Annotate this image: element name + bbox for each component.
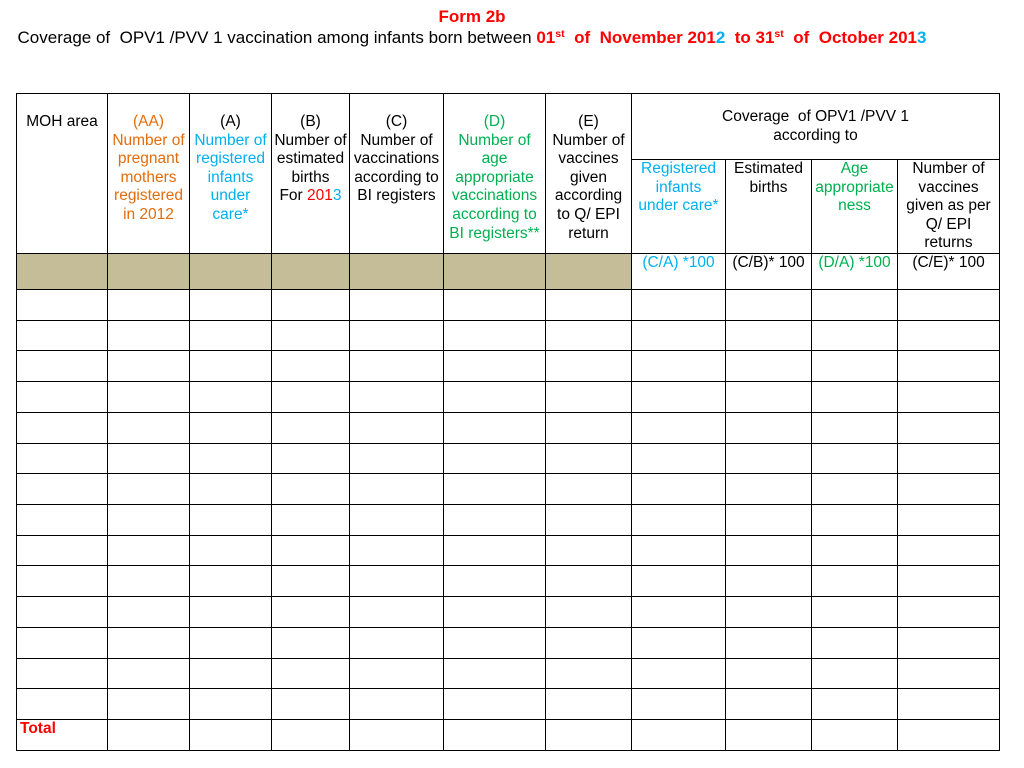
entry-cell	[812, 627, 898, 658]
entry-cell	[546, 566, 632, 597]
entry-cell	[190, 535, 272, 566]
entry-cell	[108, 474, 190, 505]
entry-row	[17, 627, 1000, 658]
entry-cell	[726, 566, 812, 597]
entry-cell	[17, 382, 108, 413]
column-year-digit-b: 3	[332, 187, 342, 205]
entry-cell	[350, 382, 444, 413]
entry-cell	[272, 474, 350, 505]
entry-cell	[190, 505, 272, 536]
subtitle-end-day: to 31	[725, 28, 775, 47]
entry-cell	[546, 412, 632, 443]
formula-age-appropriateness: (D/A) *100	[812, 254, 898, 290]
entry-cell	[272, 597, 350, 628]
entry-cell	[898, 505, 1000, 536]
entry-cell	[108, 290, 190, 321]
entry-cell	[108, 535, 190, 566]
column-label-a: Number of registered infants under care*	[194, 131, 267, 223]
total-cell	[350, 720, 444, 751]
entry-cell	[444, 566, 546, 597]
entry-cell	[190, 566, 272, 597]
entry-cell	[898, 658, 1000, 689]
entry-cell	[812, 382, 898, 413]
column-header-b	[272, 94, 350, 254]
entry-row	[17, 474, 1000, 505]
entry-cell	[898, 597, 1000, 628]
column-label-e: Number of vaccines given according to Q/ EPI return	[552, 131, 625, 242]
entry-cell	[190, 474, 272, 505]
entry-row	[17, 597, 1000, 628]
total-cell	[108, 720, 190, 751]
entry-cell	[444, 689, 546, 720]
entry-cell	[17, 443, 108, 474]
entry-cell	[17, 290, 108, 321]
column-header-c	[350, 94, 444, 254]
entry-cell	[546, 627, 632, 658]
entry-cell	[444, 320, 546, 351]
subtitle-start-ordinal: st	[555, 28, 565, 41]
entry-cell	[190, 320, 272, 351]
entry-cell	[350, 351, 444, 382]
entry-cell	[546, 474, 632, 505]
coverage-group-header	[632, 94, 1000, 160]
entry-row	[17, 320, 1000, 351]
entry-cell	[898, 320, 1000, 351]
entry-cell	[17, 597, 108, 628]
entry-cell	[444, 658, 546, 689]
column-header-aa	[108, 94, 190, 254]
entry-cell	[546, 505, 632, 536]
entry-cell	[812, 443, 898, 474]
entry-cell	[546, 658, 632, 689]
entry-cell	[898, 474, 1000, 505]
entry-cell	[444, 443, 546, 474]
entry-cell	[632, 658, 726, 689]
entry-cell	[17, 320, 108, 351]
entry-cell	[546, 443, 632, 474]
entry-cell	[350, 597, 444, 628]
entry-cell	[272, 320, 350, 351]
entry-cell	[812, 320, 898, 351]
total-cell	[726, 720, 812, 751]
entry-cell	[17, 505, 108, 536]
header-row	[17, 94, 1000, 160]
entry-row	[17, 290, 1000, 321]
total-cell	[444, 720, 546, 751]
entry-cell	[108, 627, 190, 658]
entry-cell	[898, 382, 1000, 413]
entry-cell	[632, 290, 726, 321]
entry-cell	[726, 290, 812, 321]
form-title: Form 2b	[438, 7, 506, 26]
formula-row	[17, 254, 1000, 290]
formula-estimated-births: (C/B)* 100	[726, 254, 812, 290]
entry-cell	[272, 290, 350, 321]
entry-cell	[17, 658, 108, 689]
shaded-cell	[350, 254, 444, 290]
entry-cell	[898, 290, 1000, 321]
shaded-cell	[272, 254, 350, 290]
entry-cell	[444, 505, 546, 536]
column-year-b	[273, 187, 348, 206]
entry-cell	[350, 566, 444, 597]
entry-cell	[17, 627, 108, 658]
coverage-header-age-appropriateness: Age appropriateness	[812, 160, 898, 254]
entry-cell	[546, 689, 632, 720]
column-code-b: (B)	[300, 113, 321, 130]
entry-cell	[726, 689, 812, 720]
subtitle-end-ordinal: st	[774, 28, 784, 41]
entry-row	[17, 505, 1000, 536]
entry-cell	[108, 658, 190, 689]
entry-cell	[108, 382, 190, 413]
subtitle-end-month-year: of October 201	[783, 28, 917, 47]
entry-cell	[272, 505, 350, 536]
total-row	[17, 720, 1000, 751]
coverage-group-line-2: according to	[773, 126, 858, 144]
form-heading	[0, 6, 944, 48]
entry-cell	[444, 412, 546, 443]
entry-cell	[444, 474, 546, 505]
entry-cell	[272, 535, 350, 566]
entry-cell	[108, 443, 190, 474]
entry-cell	[546, 320, 632, 351]
entry-cell	[898, 535, 1000, 566]
entry-cell	[726, 351, 812, 382]
column-year-prefix-b: For	[279, 187, 308, 205]
coverage-header-estimated-births: Estimated births	[726, 160, 812, 254]
entry-cell	[632, 535, 726, 566]
entry-cell	[190, 443, 272, 474]
total-cell	[272, 720, 350, 751]
entry-cell	[726, 382, 812, 413]
entry-cell	[632, 474, 726, 505]
total-cell	[190, 720, 272, 751]
entry-cell	[350, 658, 444, 689]
entry-cell	[272, 689, 350, 720]
column-label-aa: Number of pregnant mothers registered in 2012	[112, 131, 185, 223]
entry-cell	[898, 689, 1000, 720]
entry-cell	[898, 566, 1000, 597]
entry-cell	[108, 412, 190, 443]
column-label-d: Number of age appropriate vaccinations according to BI registers**	[449, 131, 540, 242]
entry-cell	[898, 412, 1000, 443]
entry-cell	[190, 627, 272, 658]
subtitle-intro: Coverage of OPV1 /PVV 1 vaccination among infants born between	[17, 28, 537, 47]
entry-cell	[350, 627, 444, 658]
shaded-cell	[444, 254, 546, 290]
entry-cell	[272, 566, 350, 597]
shaded-cell	[190, 254, 272, 290]
column-header-d	[444, 94, 546, 254]
entry-row	[17, 566, 1000, 597]
entry-cell	[632, 597, 726, 628]
entry-cell	[726, 535, 812, 566]
entry-cell	[632, 320, 726, 351]
entry-row	[17, 412, 1000, 443]
subtitle-end-year-digit: 3	[916, 28, 927, 47]
coverage-header-registered-infants: Registered infants under care*	[632, 160, 726, 254]
entry-row	[17, 535, 1000, 566]
entry-cell	[812, 351, 898, 382]
entry-cell	[726, 320, 812, 351]
shaded-cell	[546, 254, 632, 290]
total-cell	[546, 720, 632, 751]
entry-cell	[546, 382, 632, 413]
entry-cell	[444, 535, 546, 566]
entry-cell	[272, 412, 350, 443]
shaded-cell	[108, 254, 190, 290]
shaded-cell	[17, 254, 108, 290]
coverage-form-table	[16, 93, 1000, 751]
entry-cell	[350, 320, 444, 351]
column-label-c: Number of vaccinations according to BI registers	[353, 131, 440, 205]
subtitle-start-day: 01	[536, 28, 556, 47]
formula-qepi-returns: (C/E)* 100	[898, 254, 1000, 290]
entry-row	[17, 443, 1000, 474]
column-label-b: Number of estimated births	[274, 131, 347, 186]
entry-cell	[190, 351, 272, 382]
formula-registered-infants: (C/A) *100	[632, 254, 726, 290]
column-code-d: (D)	[483, 113, 506, 130]
entry-cell	[632, 443, 726, 474]
entry-cell	[17, 689, 108, 720]
entry-cell	[812, 689, 898, 720]
entry-cell	[190, 689, 272, 720]
entry-cell	[350, 505, 444, 536]
column-header-e	[546, 94, 632, 254]
entry-cell	[272, 627, 350, 658]
entry-cell	[350, 443, 444, 474]
entry-cell	[350, 689, 444, 720]
entry-cell	[546, 351, 632, 382]
column-code-e: (E)	[578, 113, 599, 130]
entry-cell	[444, 627, 546, 658]
entry-cell	[350, 412, 444, 443]
entry-cell	[812, 412, 898, 443]
entry-cell	[272, 351, 350, 382]
entry-cell	[812, 597, 898, 628]
entry-cell	[546, 290, 632, 321]
entry-row	[17, 351, 1000, 382]
entry-cell	[17, 412, 108, 443]
entry-cell	[190, 290, 272, 321]
entry-cell	[444, 382, 546, 413]
entry-cell	[812, 290, 898, 321]
entry-cell	[17, 535, 108, 566]
entry-cell	[632, 505, 726, 536]
entry-cell	[190, 382, 272, 413]
entry-cell	[632, 627, 726, 658]
column-code-c: (C)	[385, 113, 408, 130]
form-subtitle	[0, 27, 944, 48]
entry-cell	[350, 474, 444, 505]
entry-cell	[726, 658, 812, 689]
entry-cell	[272, 382, 350, 413]
entry-cell	[812, 566, 898, 597]
entry-cell	[632, 566, 726, 597]
entry-cell	[812, 535, 898, 566]
entry-cell	[108, 597, 190, 628]
entry-cell	[632, 382, 726, 413]
entry-cell	[108, 351, 190, 382]
total-label: Total	[17, 720, 108, 751]
entry-cell	[17, 474, 108, 505]
entry-cell	[444, 351, 546, 382]
entry-cell	[444, 290, 546, 321]
entry-cell	[898, 627, 1000, 658]
column-code-aa: (AA)	[133, 113, 164, 130]
entry-cell	[108, 505, 190, 536]
entry-row	[17, 689, 1000, 720]
entry-cell	[108, 320, 190, 351]
entry-cell	[632, 351, 726, 382]
entry-row	[17, 658, 1000, 689]
entry-cell	[108, 566, 190, 597]
coverage-group-line-1: Coverage of OPV1 /PVV 1	[722, 107, 909, 125]
entry-cell	[350, 290, 444, 321]
total-cell	[812, 720, 898, 751]
entry-cell	[812, 474, 898, 505]
entry-cell	[726, 597, 812, 628]
entry-cell	[812, 658, 898, 689]
entry-cell	[444, 597, 546, 628]
entry-cell	[632, 689, 726, 720]
entry-cell	[632, 412, 726, 443]
entry-cell	[108, 689, 190, 720]
entry-cell	[17, 566, 108, 597]
entry-cell	[190, 412, 272, 443]
entry-cell	[726, 474, 812, 505]
entry-cell	[272, 443, 350, 474]
entry-cell	[17, 351, 108, 382]
column-label-moh-area: MOH area	[26, 113, 98, 130]
entry-cell	[726, 627, 812, 658]
entry-cell	[546, 597, 632, 628]
entry-cell	[272, 658, 350, 689]
coverage-header-qepi-returns: Number of vaccines given as per Q/ EPI returns	[898, 160, 1000, 254]
column-header-a	[190, 94, 272, 254]
column-code-a: (A)	[220, 113, 241, 130]
subtitle-start-year-digit: 2	[715, 28, 726, 47]
entry-cell	[546, 535, 632, 566]
subtitle-start-month-year: of November 201	[564, 28, 716, 47]
total-cell	[898, 720, 1000, 751]
entry-cell	[812, 505, 898, 536]
entry-cell	[726, 505, 812, 536]
column-header-moh-area	[17, 94, 108, 254]
total-cell	[632, 720, 726, 751]
entry-cell	[898, 351, 1000, 382]
column-year-stem-b: 201	[307, 187, 333, 205]
entry-cell	[190, 658, 272, 689]
entry-row	[17, 382, 1000, 413]
entry-cell	[350, 535, 444, 566]
entry-cell	[190, 597, 272, 628]
entry-cell	[726, 443, 812, 474]
entry-cell	[726, 412, 812, 443]
entry-cell	[898, 443, 1000, 474]
